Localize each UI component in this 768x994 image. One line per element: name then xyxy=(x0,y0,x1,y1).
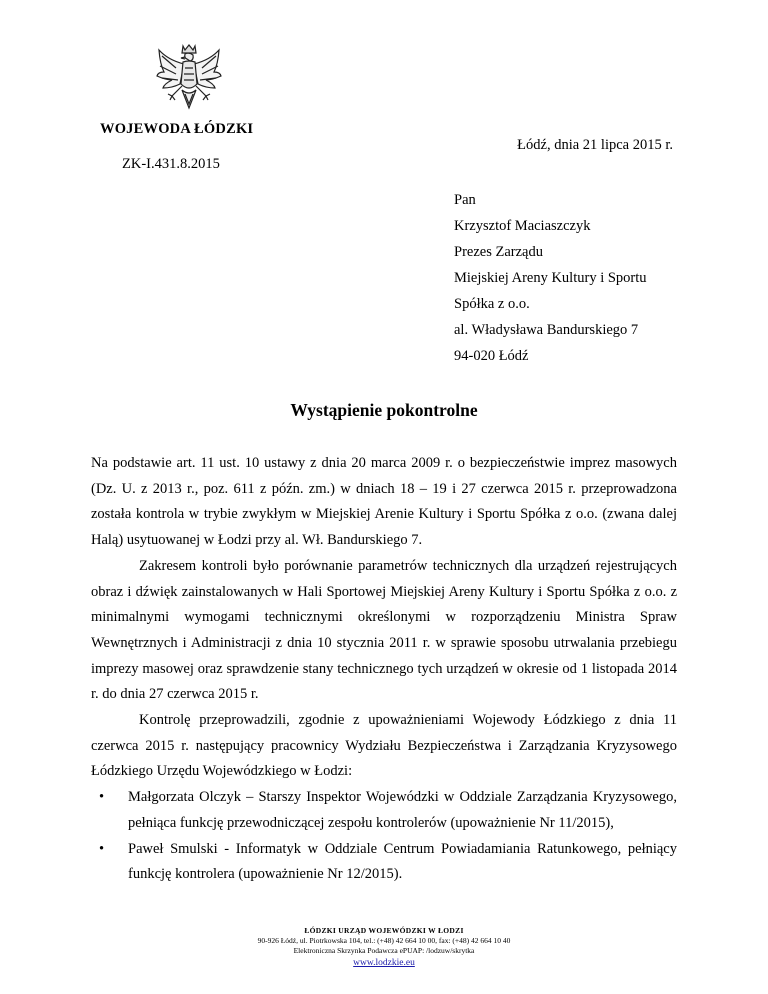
list-item: • Małgorzata Olczyk – Starszy Inspektor Wojewódzki w Oddziale Zarządzania Kryzysowego, pełniąca funkcję przewodniczącej zespołu kontrolerów (upoważnienie Nr 11/2015), xyxy=(91,785,677,836)
list-item: • Paweł Smulski - Informatyk w Oddziale Centrum Powiadamiania Ratunkowego, pełniący funkcję kontrolera (upoważnienie Nr 12/2015). xyxy=(91,837,677,888)
addressee-block xyxy=(454,187,647,369)
addressee-line: Prezes Zarządu xyxy=(454,244,543,260)
addressee-line: Miejskiej Areny Kultury i Sportu xyxy=(454,270,647,286)
issuer-name: WOJEWODA ŁÓDZKI xyxy=(100,121,254,137)
addressee-line: Krzysztof Maciaszczyk xyxy=(454,218,591,234)
body-paragraph: Kontrolę przeprowadzili, zgodnie z upoważnieniami Wojewody Łódzkiego z dnia 11 czerwca 2015 r. następujący pracownicy Wydziału Bezpieczeństwa i Zarządzania Kryzysowego Łódzkiego Urzędu Wojewódzkiego w Łodzi: xyxy=(91,712,677,780)
footer-address: 90-926 Łódź, ul. Piotrkowska 104, tel.: (+48) 42 664 10 00, fax: (+48) 42 664 10 40 xyxy=(257,936,511,945)
body-paragraph: Zakresem kontroli było porównanie parametrów technicznych dla urządzeń rejestrujących obraz i dźwięk zainstalowanych w Hali Sportowej Miejskiej Areny Kultury i Sportu Spółka z o.o. z minimalnymi wymogami technicznymi określonymi w rozporządzeniu Ministra Spraw Wewnętrznych i Administracji z dnia 10 stycznia 2011 r. w sprawie sposobu utrwalania przebiegu imprezy masowej oraz sprawdzenie stany technicznego tych urządzeń w okresie od 1 listopada 2014 r. do dnia 27 czerwca 2015 r. xyxy=(91,557,677,703)
footer-website-link[interactable]: www.lodzkie.eu xyxy=(353,958,415,968)
footer-office: ŁÓDZKI URZĄD WOJEWÓDZKI W ŁODZI xyxy=(304,926,464,935)
document-date: Łódź, dnia 21 lipca 2015 r. xyxy=(517,137,673,153)
body-paragraph: Na podstawie art. 11 ust. 10 ustawy z dnia 20 marca 2009 r. o bezpieczeństwie imprez masowych (Dz. U. z 2013 r., poz. 611 z późn. zm.) w dniach 18 – 19 i 27 czerwca 2015 r. przeprowadzona została kontrola w trybie zwykłym w Miejskiej Arenie Kultury i Sportu Spółka z o.o. (zwana dalej Halą) usytuowanej w Łodzi przy al. Wł. Bandurskiego 7. xyxy=(91,455,677,549)
addressee-line: 94-020 Łódź xyxy=(454,348,529,364)
page-footer xyxy=(0,926,768,970)
polish-eagle-emblem-icon xyxy=(154,42,224,122)
document-body xyxy=(91,451,677,888)
reference-number: ZK-I.431.8.2015 xyxy=(122,156,220,172)
addressee-line: Spółka z o.o. xyxy=(454,296,530,312)
inspector-list xyxy=(91,785,677,888)
footer-epuap: Elektroniczna Skrzynka Podawcza ePUAP: /lodzuw/skrytka xyxy=(293,946,475,955)
document-title: Wystąpienie pokontrolne xyxy=(290,400,478,420)
addressee-line: al. Władysława Bandurskiego 7 xyxy=(454,322,639,338)
addressee-line: Pan xyxy=(454,192,476,208)
